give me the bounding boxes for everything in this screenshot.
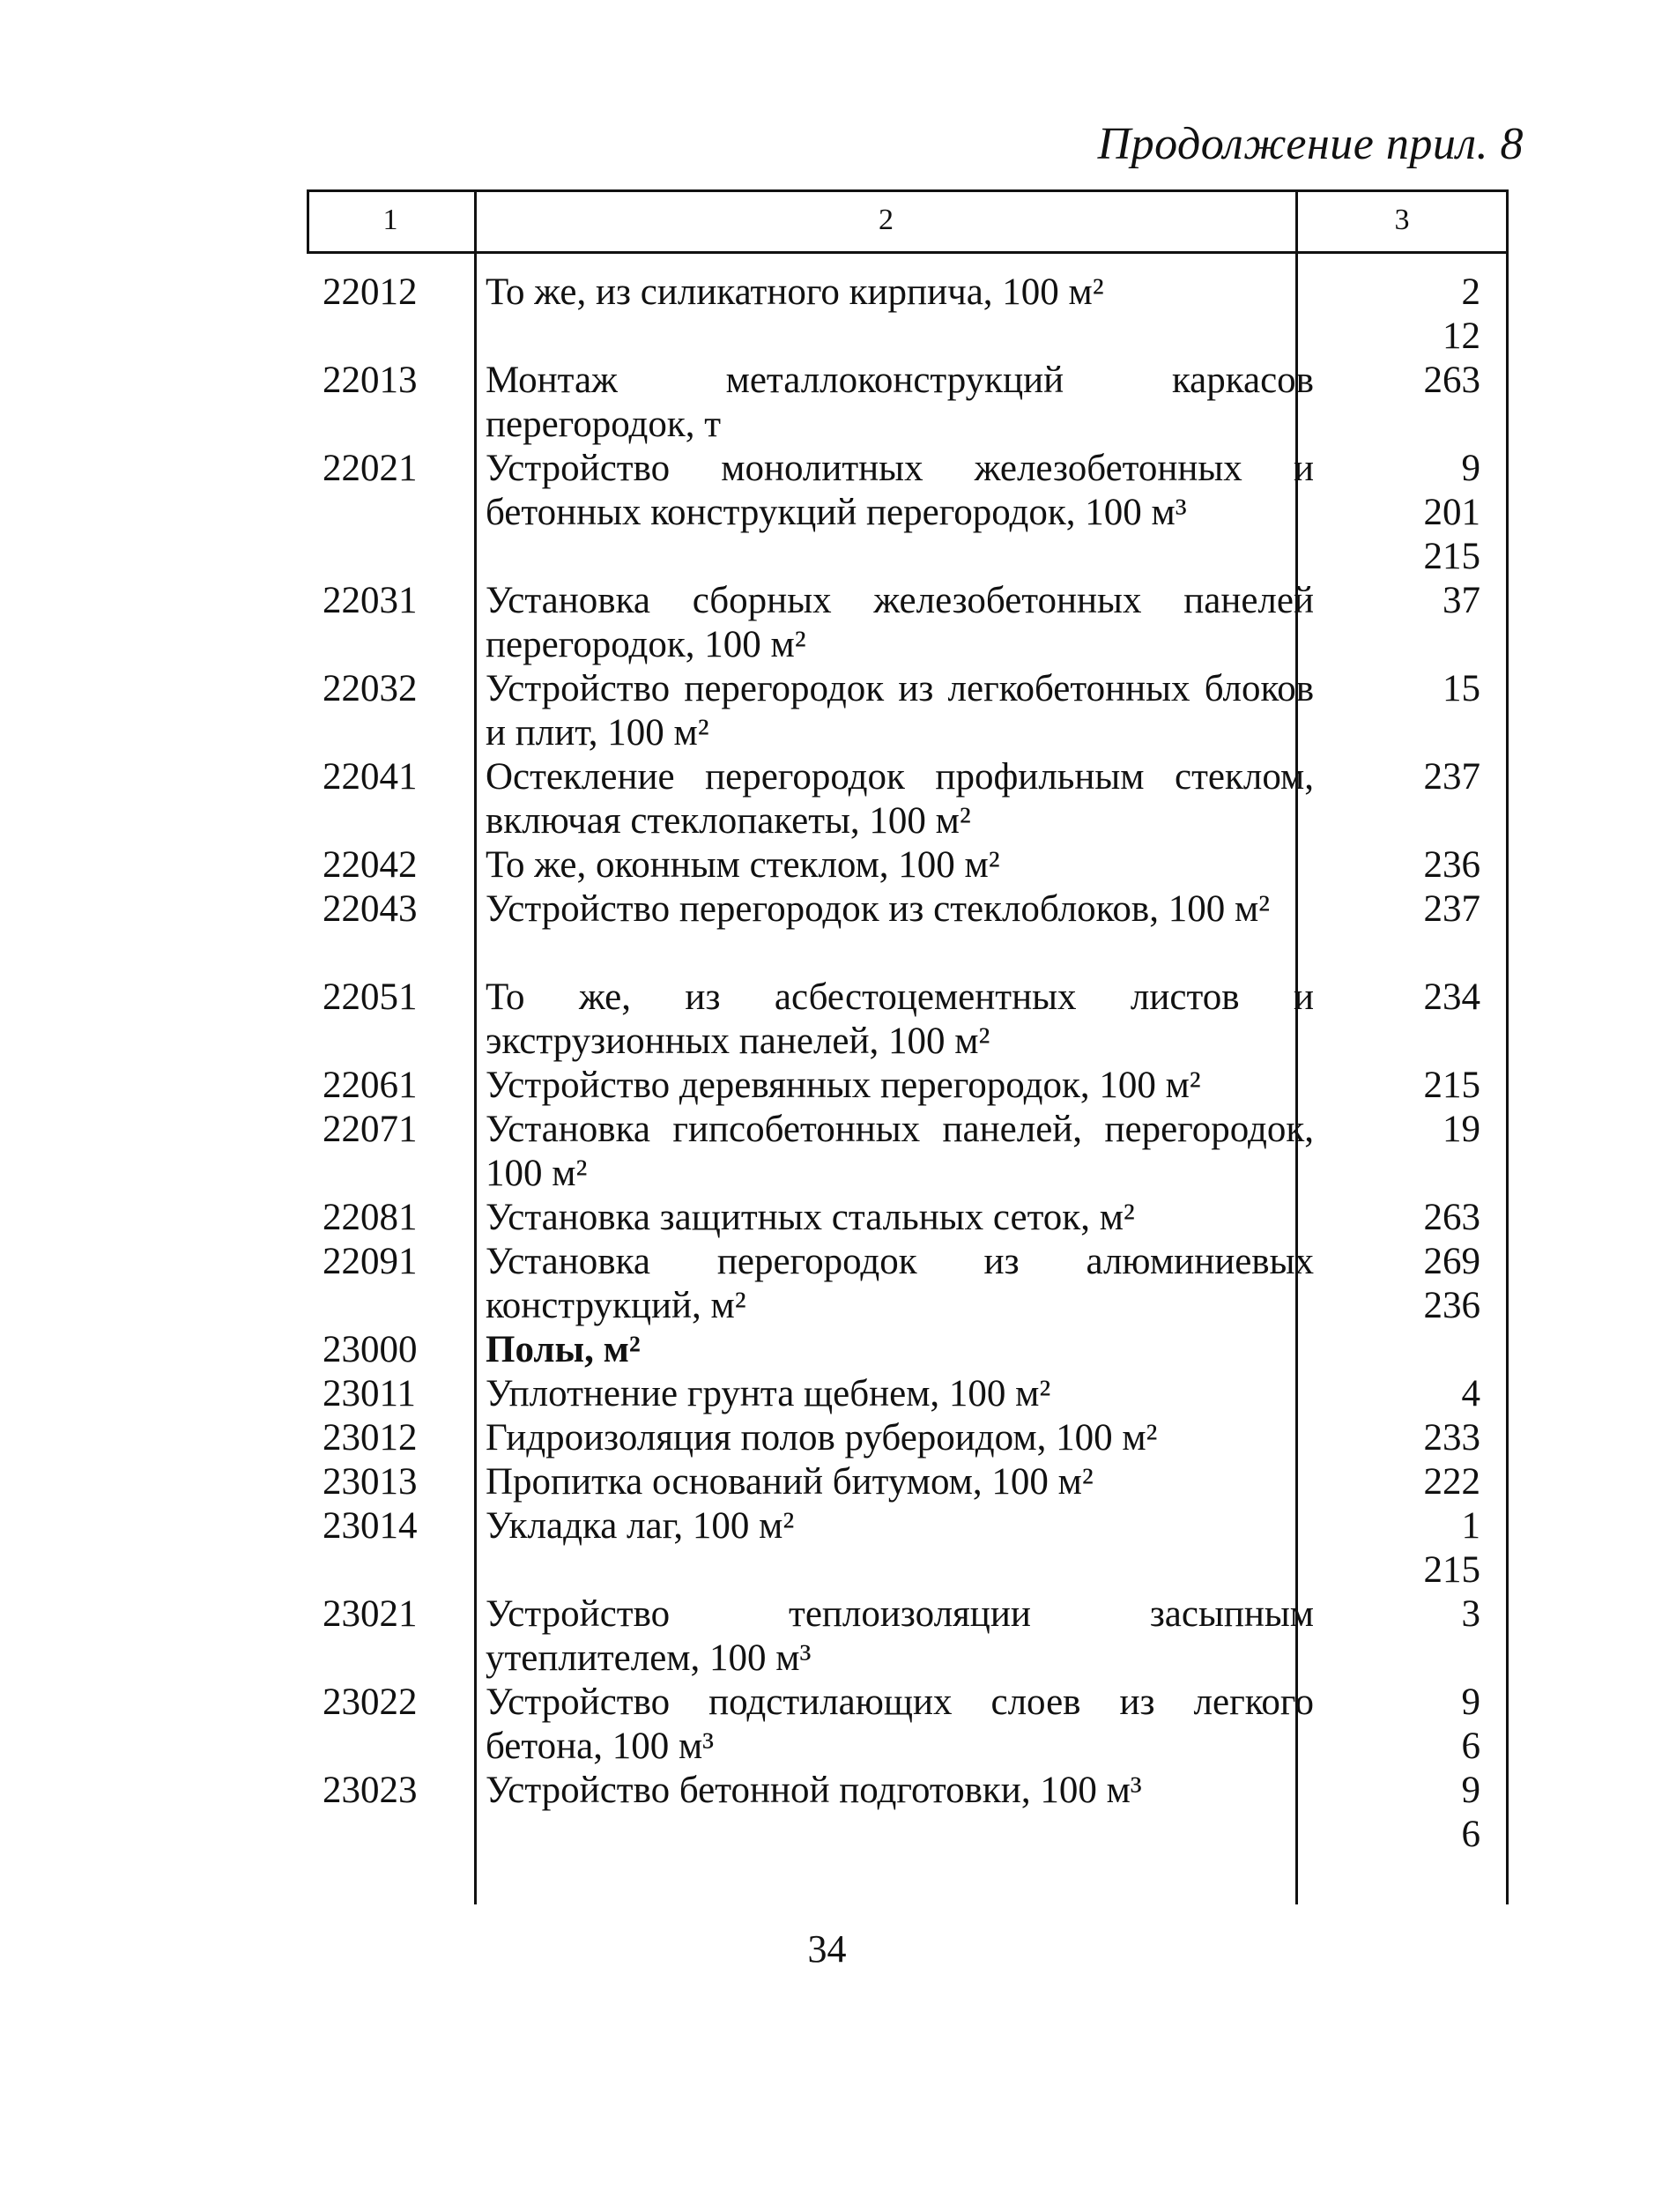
row-value: 269 xyxy=(1423,1241,1480,1282)
row-code: 23021 xyxy=(323,1593,418,1635)
row-values xyxy=(1322,667,1480,711)
row-code: 22042 xyxy=(323,844,418,886)
row-values xyxy=(1322,1064,1480,1108)
row-values xyxy=(1322,976,1480,1020)
row-code: 22061 xyxy=(323,1065,418,1106)
row-description: То же, из асбестоцементных листов и экструзионных панелей, 100 м² xyxy=(486,976,1314,1062)
row-value: 263 xyxy=(1423,1197,1480,1238)
row-values xyxy=(1322,1240,1480,1328)
continuation-caption: Продолжение прил. 8 xyxy=(1097,119,1524,169)
row-values xyxy=(1322,1416,1480,1460)
row-value: 2 xyxy=(1461,271,1480,313)
row-description: Устройство бетонной подготовки, 100 м³ xyxy=(486,1770,1142,1811)
row-value: 201 xyxy=(1423,492,1480,533)
row-value: 215 xyxy=(1423,1065,1480,1106)
row-values xyxy=(1322,1108,1480,1152)
row-description: Установка защитных стальных сеток, м² xyxy=(486,1197,1135,1238)
row-value: 6 xyxy=(1461,1726,1480,1767)
page-number: 34 xyxy=(807,1927,847,1971)
row-value: 215 xyxy=(1423,1549,1480,1591)
row-code: 23022 xyxy=(323,1681,418,1723)
row-code: 22081 xyxy=(323,1197,418,1238)
row-values xyxy=(1322,359,1480,403)
row-values xyxy=(1322,1681,1480,1769)
column-header-3: 3 xyxy=(1394,204,1410,236)
row-code: 22032 xyxy=(323,668,418,709)
row-value: 19 xyxy=(1443,1109,1480,1150)
row-values xyxy=(1322,579,1480,623)
row-values xyxy=(1322,755,1480,799)
row-values xyxy=(1322,1196,1480,1240)
row-description: То же, из силикатного кирпича, 100 м² xyxy=(486,271,1104,313)
row-code: 22051 xyxy=(323,976,418,1018)
row-code: 22021 xyxy=(323,448,418,489)
row-values xyxy=(1322,1592,1480,1637)
row-values xyxy=(1322,887,1480,932)
row-value: 215 xyxy=(1423,536,1480,577)
row-code: 23012 xyxy=(323,1417,418,1459)
row-value: 9 xyxy=(1461,1681,1480,1723)
row-value: 15 xyxy=(1443,668,1480,709)
right-border xyxy=(1506,189,1509,1904)
row-code: 22041 xyxy=(323,756,418,798)
row-code: 23023 xyxy=(323,1770,418,1811)
row-value: 9 xyxy=(1461,448,1480,489)
row-description: Пропитка оснований битумом, 100 м² xyxy=(486,1461,1094,1503)
row-description: Устройство перегородок из легкобетонных блоков и плит, 100 м² xyxy=(486,668,1314,753)
row-value: 9 xyxy=(1461,1770,1480,1811)
row-description: Устройство теплоизоляции засыпным утеплителем, 100 м³ xyxy=(486,1593,1314,1679)
row-values xyxy=(1322,1460,1480,1504)
row-description: Укладка лаг, 100 м² xyxy=(486,1505,795,1547)
row-value: 237 xyxy=(1423,756,1480,798)
row-value: 236 xyxy=(1423,844,1480,886)
row-code: 22091 xyxy=(323,1241,418,1282)
row-code: 22013 xyxy=(323,360,418,401)
row-code: 23000 xyxy=(323,1329,418,1370)
row-code: 23014 xyxy=(323,1505,418,1547)
row-value: 237 xyxy=(1423,888,1480,930)
row-values xyxy=(1322,1372,1480,1416)
row-description: Устройство деревянных перегородок, 100 м² xyxy=(486,1065,1201,1106)
row-description: Гидроизоляция полов рубероидом, 100 м² xyxy=(486,1417,1158,1459)
row-code: 22031 xyxy=(323,580,418,621)
row-description: Установка гипсобетонных панелей, перегородок, 100 м² xyxy=(486,1109,1314,1194)
row-values xyxy=(1322,1504,1480,1592)
row-value: 233 xyxy=(1423,1417,1480,1459)
data-table xyxy=(307,189,1509,1904)
row-value: 6 xyxy=(1461,1814,1480,1855)
row-description: Установка перегородок из алюминиевых конструкций, м² xyxy=(486,1241,1314,1326)
row-description: Монтаж металлоконструкций каркасов перегородок, т xyxy=(486,360,1314,445)
row-description: Устройство монолитных железобетонных и бетонных конструкций перегородок, 100 м³ xyxy=(486,448,1314,533)
row-value: 222 xyxy=(1423,1461,1480,1503)
row-code: 22071 xyxy=(323,1109,418,1150)
row-value: 12 xyxy=(1443,315,1480,357)
row-code: 23013 xyxy=(323,1461,418,1503)
row-description: Установка сборных железобетонных панелей перегородок, 100 м² xyxy=(486,580,1314,665)
row-value: 234 xyxy=(1423,976,1480,1018)
row-description: Устройство подстилающих слоев из легкого бетона, 100 м³ xyxy=(486,1681,1314,1767)
row-value: 37 xyxy=(1443,580,1480,621)
row-code: 23011 xyxy=(323,1373,416,1414)
row-description: Устройство перегородок из стеклоблоков, 100 м² xyxy=(486,888,1271,930)
row-value: 263 xyxy=(1423,360,1480,401)
header-bottom-border xyxy=(307,251,1509,254)
row-values xyxy=(1322,1769,1480,1857)
section-heading: Полы, м² xyxy=(486,1329,641,1370)
row-description: То же, оконным стеклом, 100 м² xyxy=(486,844,1000,886)
column-divider-1 xyxy=(474,189,477,1904)
row-values xyxy=(1322,271,1480,359)
row-code: 22043 xyxy=(323,888,418,930)
row-value: 1 xyxy=(1461,1505,1480,1547)
row-description: Остекление перегородок профильным стеклом, включая стеклопакеты, 100 м² xyxy=(486,756,1314,842)
row-description: Уплотнение грунта щебнем, 100 м² xyxy=(486,1373,1051,1414)
row-value: 236 xyxy=(1423,1285,1480,1326)
row-value: 3 xyxy=(1461,1593,1480,1635)
column-header-2: 2 xyxy=(879,204,894,236)
row-values xyxy=(1322,843,1480,887)
row-values xyxy=(1322,447,1480,579)
row-code: 22012 xyxy=(323,271,418,313)
row-value: 4 xyxy=(1461,1373,1480,1414)
column-header-1: 1 xyxy=(382,204,398,236)
